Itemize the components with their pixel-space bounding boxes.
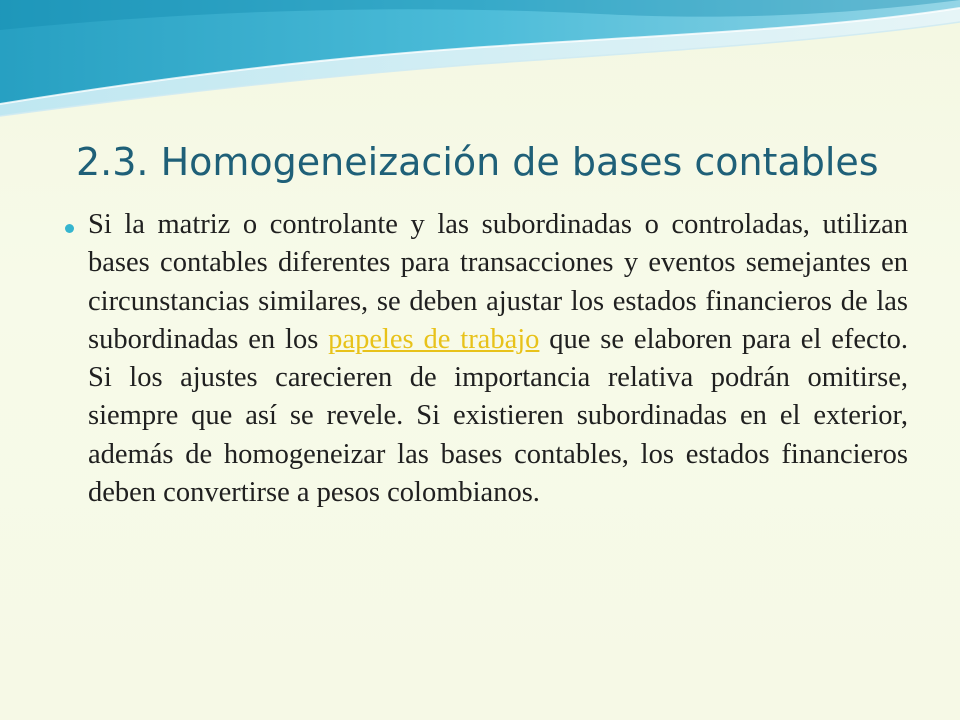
papeles-de-trabajo-link[interactable]: papeles de trabajo [328,323,540,355]
wave-decoration-icon [0,0,960,120]
body-paragraph [88,206,908,512]
slide-title: 2.3. Homogeneización de bases contables [76,140,879,184]
paragraph-text-after-link: que se elaboren para el efecto. Si los ajustes carecieren de importancia relativa podrán omitirse, siempre que así se revele. Si existieren subordinadas en el exterior, además de homogeneizar las bases contables, los estados financieros deben convertirse a pesos colombianos. [88,323,908,509]
bullet-dot-icon [65,224,74,233]
paragraph-text-before-link: Si la matriz o controlante y las subordinadas o controladas, utilizan bases contables diferentes para transacciones y eventos semejantes en circunstancias similares, se deben ajustar los estados financieros de las subordinadas en los [88,209,908,355]
